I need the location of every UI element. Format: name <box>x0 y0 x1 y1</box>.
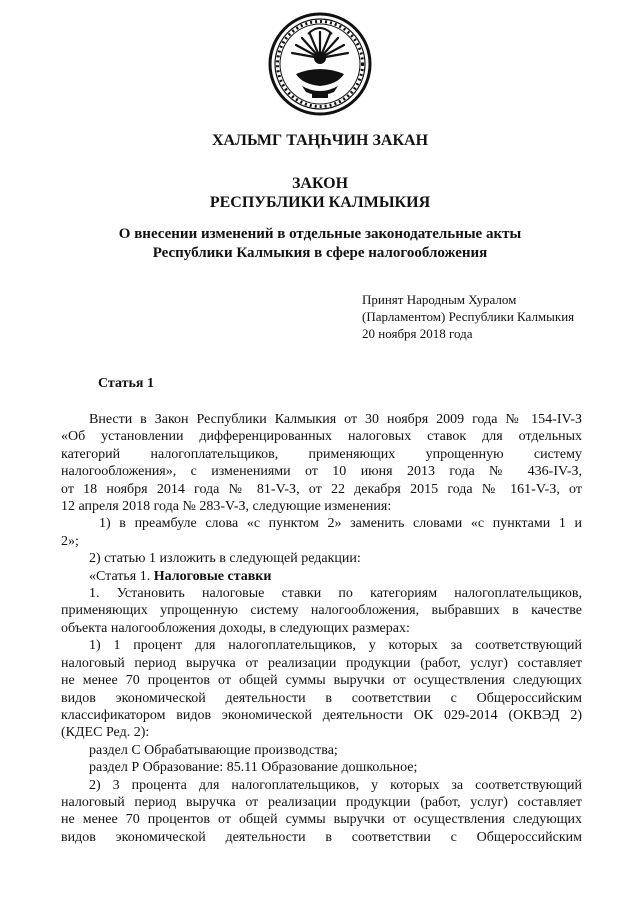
body-line: (КДЕС Ред. 2): <box>61 725 150 741</box>
adoption-note <box>362 291 574 342</box>
emblem-icon <box>268 12 372 116</box>
body-line: раздел Р Образование: 85.11 Образование дошкольное; <box>89 760 418 776</box>
body-line: объекта налогообложения доходы, в следующих размерах: <box>61 620 410 636</box>
body-line: налоговый период выручка от реализации продукции (работ, услуг) составляет <box>61 794 582 810</box>
body-line: от 18 ноября 2014 года № 81-V-З, от 22 декабря 2015 года № 161-V-З, от <box>61 481 582 497</box>
body-line: не менее 70 процентов от общей суммы выручки от осуществления следующих <box>61 673 582 689</box>
article-title: Статья 1 <box>98 376 154 391</box>
subtitle-line-1: О внесении изменений в отдельные законодательные акты <box>118 226 522 242</box>
subtitle-line-2: Республики Калмыкия в сфере налогообложения <box>152 245 488 261</box>
body-line: 12 апреля 2018 года № 283-V-З, следующие изменения: <box>61 499 392 515</box>
body-line: 2) 3 процента для налогоплательщиков, у которых за соответствующий <box>89 777 582 793</box>
law-title: ЗАКОН <box>291 175 349 192</box>
adoption-line-2: (Парламентом) Республики Калмыкия <box>362 309 575 324</box>
body-line: 1. Установить налоговые ставки по категориям налогоплательщиков, <box>89 586 582 602</box>
kalmyk-title: ХАЛЬМГ ТАҢҺЧИН ЗАКАН <box>211 132 429 149</box>
body-line: «Об установлении дифференцированных налоговых ставок для отдельных <box>61 429 582 445</box>
republic-title: РЕСПУБЛИКИ КАЛМЫКИЯ <box>209 194 431 211</box>
body-line: видов экономической деятельности в соответствии с Общероссийским <box>61 690 582 706</box>
body-line: применяющих упрощенную систему налогообложения, выбравших в качестве <box>61 603 582 619</box>
body-line: раздел С Обрабатывающие производства; <box>89 742 338 758</box>
adoption-date: 20 ноября 2018 года <box>362 326 473 341</box>
article-body <box>61 411 582 846</box>
body-line: видов экономической деятельности в соответствии с Общероссийским <box>61 829 582 845</box>
body-line: классификатором видов экономической деятельности ОК 029-2014 (ОКВЭД 2) <box>61 707 582 723</box>
body-line: не менее 70 процентов от общей суммы выручки от осуществления следующих <box>61 812 582 828</box>
body-line: налоговый период выручка от реализации продукции (работ, услуг) составляет <box>61 655 582 671</box>
body-line: 2) статью 1 изложить в следующей редакции: <box>89 551 361 567</box>
body-line: 1) 1 процент для налогоплательщиков, у которых за соответствующий <box>89 638 582 654</box>
article-1-prefix: «Статья 1. <box>89 568 154 584</box>
body-line: налогообложения», с изменениями от 10 июня 2013 года № 436-IV-З, <box>61 464 582 480</box>
article-1-heading: Налоговые ставки <box>153 568 272 584</box>
body-line: Внести в Закон Республики Калмыкия от 30 ноября 2009 года № 154-IV-З <box>89 412 582 427</box>
body-line: 2»; <box>61 533 79 549</box>
body-line <box>61 568 582 585</box>
body-line: 1) в преамбуле слова «с пунктом 2» заменить словами «с пунктами 1 и <box>99 516 582 532</box>
body-line: категорий налогоплательщиков, применяющих упрощенную систему <box>61 446 582 462</box>
adoption-line-1: Принят Народным Хуралом <box>362 292 517 307</box>
